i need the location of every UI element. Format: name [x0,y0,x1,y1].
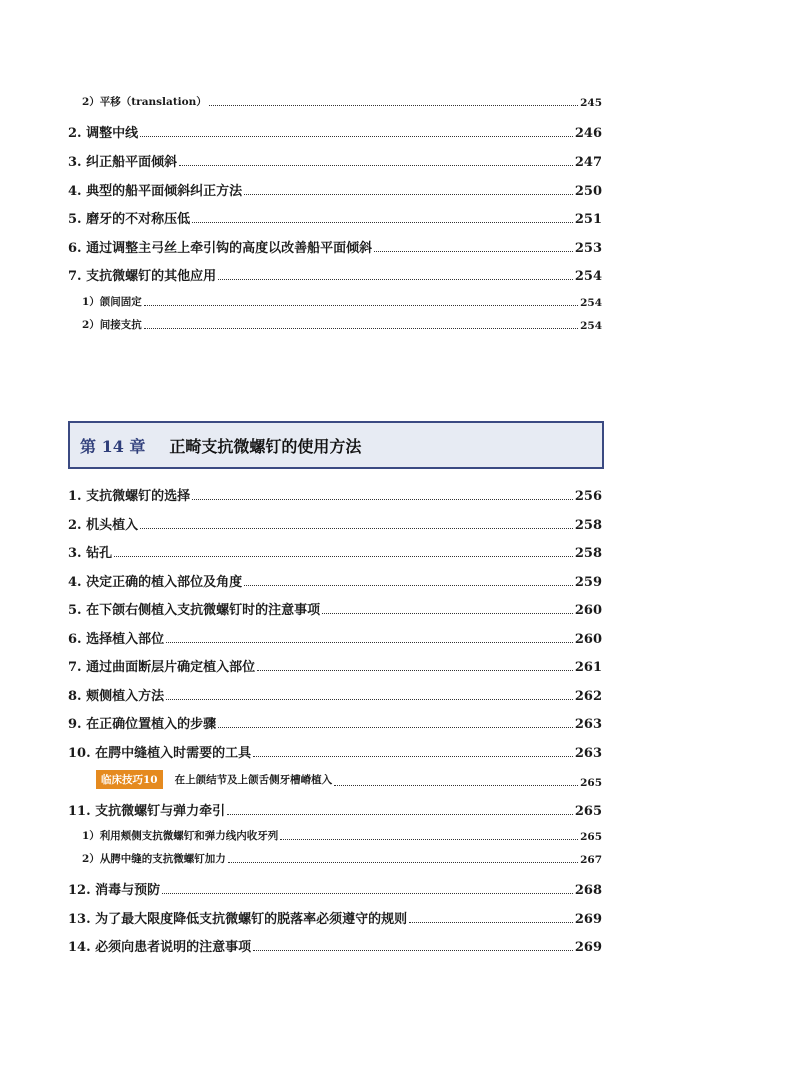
toc-entry [68,851,602,866]
toc-entry-label: 14. 必须向患者说明的注意事项 [68,940,252,955]
leader-dots [209,104,578,106]
toc-entry-label: 6. 通过调整主弓丝上牵引钩的高度以改善船平面倾斜 [68,241,373,256]
leader-dots [280,838,578,840]
toc-entry [68,180,602,199]
toc-entry-label: 1）利用颊侧支抗微螺钉和弹力线内收牙列 [82,830,279,842]
leader-dots [253,755,573,757]
toc-entry [68,936,602,955]
toc-entry-page: 265 [580,777,602,789]
leader-dots [253,949,573,951]
toc-entry-label: 1）颌间固定 [82,296,142,308]
toc-entry-label: 8. 颊侧植入方法 [68,689,165,704]
leader-dots [192,221,573,223]
toc-entry-label: 11. 支抗微螺钉与弹力牵引 [68,804,226,819]
toc-entry-page: 258 [574,546,602,561]
leader-dots [166,641,573,643]
leader-dots [144,304,578,306]
toc-entry [68,800,602,819]
toc-entry-page: 254 [580,320,602,332]
toc-entry-label: 2）平移（translation） [82,96,207,108]
toc-entry [68,542,602,561]
toc-entry-label: 2. 调整中线 [68,126,139,141]
toc-entry [68,294,602,309]
toc-entry-page: 251 [574,212,602,227]
leader-dots [179,164,573,166]
leader-dots [218,726,573,728]
leader-dots [144,327,578,329]
toc-entry-page: 269 [574,912,602,927]
toc-entry [68,485,602,504]
leader-dots [218,278,573,280]
toc-entry-page: 260 [574,603,602,618]
toc-entry-page: 247 [574,155,602,170]
toc-entry-page: 263 [574,746,602,761]
toc-entry-page: 258 [574,518,602,533]
toc-entry [68,685,602,704]
toc-entry-page: 253 [574,241,602,256]
chapter-heading [68,421,604,469]
clinical-tip-badge: 临床技巧10 [96,770,163,789]
toc-entry [68,908,602,927]
toc-entry [68,122,602,141]
toc-entry-page: 250 [574,184,602,199]
toc-entry-label: 在上颌结节及上颌舌侧牙槽嵴植入 [174,774,333,786]
toc-entry [68,317,602,332]
toc-entry-page: 245 [580,97,602,109]
leader-dots [227,813,573,815]
toc-entry-page: 246 [574,126,602,141]
toc-entry [68,208,602,227]
toc-entry [68,571,602,590]
toc-entry-label: 13. 为了最大限度降低支抗微螺钉的脱落率必须遵守的规则 [68,912,408,927]
leader-dots [244,584,573,586]
toc-entry-page: 254 [580,297,602,309]
toc-entry-page: 256 [574,489,602,504]
toc-entry [68,94,602,109]
leader-dots [140,527,573,529]
toc-entry-label: 10. 在腭中缝植入时需要的工具 [68,746,252,761]
leader-dots [334,784,578,786]
toc-entry [68,514,602,533]
toc-entry-label: 7. 通过曲面断层片确定植入部位 [68,660,256,675]
toc-entry-label: 12. 消毒与预防 [68,883,161,898]
toc-entry-label: 3. 钻孔 [68,546,113,561]
toc-entry-page: 265 [574,804,602,819]
chapter-number: 第 14 章 [80,436,146,456]
leader-dots [228,861,578,863]
toc-entry-page: 269 [574,940,602,955]
toc-entry-page: 263 [574,717,602,732]
leader-dots [166,698,573,700]
toc-entry-label: 5. 磨牙的不对称压低 [68,212,191,227]
toc-entry-clinical-tip [68,770,602,789]
toc-entry [68,742,602,761]
toc-entry-label: 1. 支抗微螺钉的选择 [68,489,191,504]
toc-entry [68,713,602,732]
leader-dots [374,250,573,252]
leader-dots [257,669,573,671]
toc-entry [68,628,602,647]
toc-entry [68,879,602,898]
toc-entry-label: 2）从腭中缝的支抗微螺钉加力 [82,853,226,865]
toc-entry-page: 267 [580,854,602,866]
leader-dots [140,135,573,137]
leader-dots [114,555,573,557]
toc-entry-label: 2. 机头植入 [68,518,139,533]
toc-entry-page: 254 [574,269,602,284]
leader-dots [409,921,573,923]
toc-entry-page: 262 [574,689,602,704]
toc-entry [68,656,602,675]
toc-entry-page: 260 [574,632,602,647]
toc-entry [68,151,602,170]
chapter-title: 正畸支抗微螺钉的使用方法 [169,436,362,456]
toc-entry [68,265,602,284]
toc-entry-label: 4. 决定正确的植入部位及角度 [68,575,243,590]
toc-entry-label: 5. 在下颌右侧植入支抗微螺钉时的注意事项 [68,603,321,618]
toc-entry [68,828,602,843]
toc-entry-page: 265 [580,831,602,843]
toc-entry [68,599,602,618]
toc-entry-page: 259 [574,575,602,590]
toc-entry-page: 268 [574,883,602,898]
leader-dots [322,612,573,614]
toc-entry [68,237,602,256]
toc-entry-label: 2）间接支抗 [82,319,142,331]
toc-entry-label: 7. 支抗微螺钉的其他应用 [68,269,217,284]
toc-entry-label: 6. 选择植入部位 [68,632,165,647]
toc-entry-label: 9. 在正确位置植入的步骤 [68,717,217,732]
toc-entry-page: 261 [574,660,602,675]
toc-entry-label: 3. 纠正船平面倾斜 [68,155,178,170]
toc-entry-label: 4. 典型的船平面倾斜纠正方法 [68,184,243,199]
leader-dots [162,892,573,894]
leader-dots [244,193,573,195]
leader-dots [192,498,573,500]
